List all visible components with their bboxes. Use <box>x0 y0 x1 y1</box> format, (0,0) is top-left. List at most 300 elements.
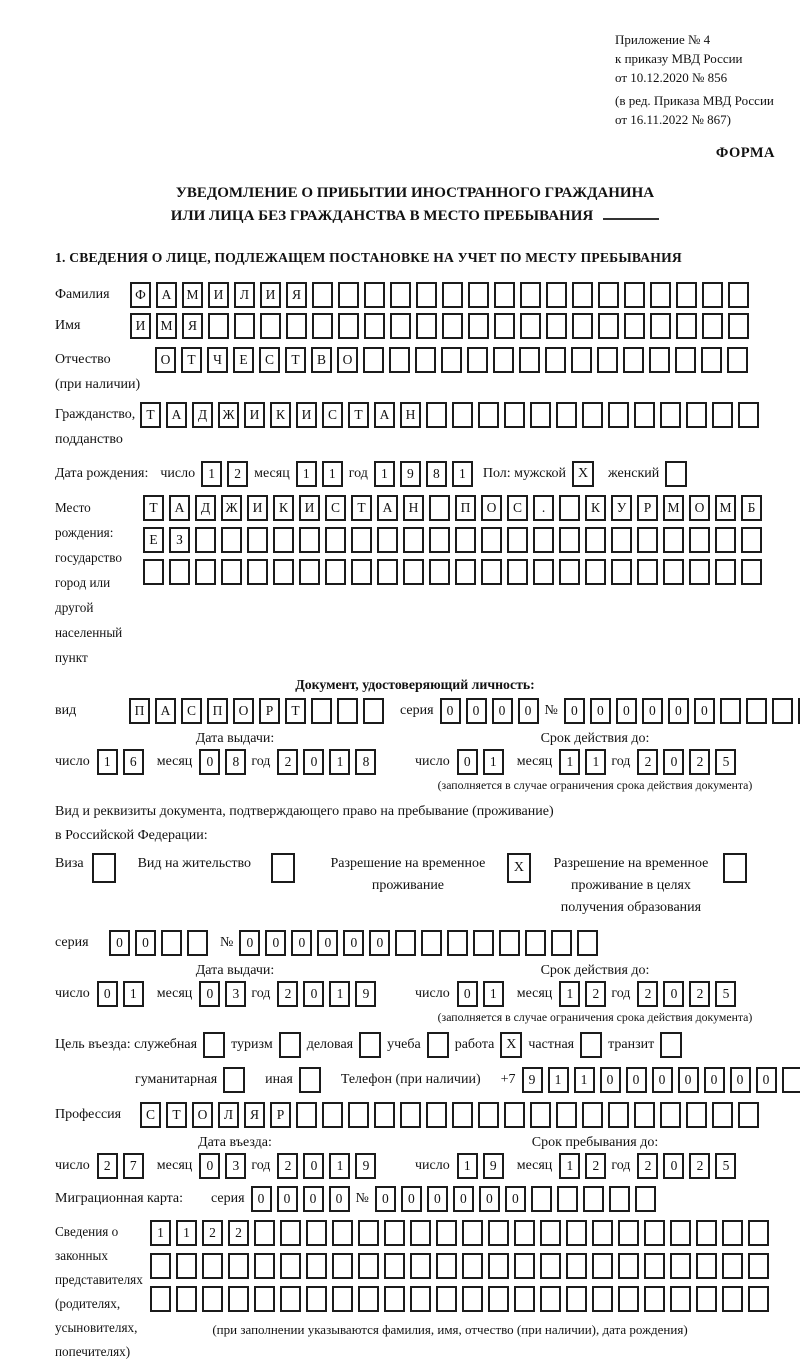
char-cell[interactable] <box>585 527 606 553</box>
char-cell[interactable] <box>332 1286 353 1312</box>
char-cell[interactable] <box>676 282 697 308</box>
char-cell[interactable]: 0 <box>616 698 637 724</box>
char-cell[interactable] <box>514 1253 535 1279</box>
char-cell[interactable]: Ф <box>130 282 151 308</box>
char-cell[interactable] <box>273 559 294 585</box>
char-cell[interactable]: 2 <box>277 981 298 1007</box>
char-cell[interactable]: 0 <box>505 1186 526 1212</box>
char-cell[interactable]: У <box>611 495 632 521</box>
char-cell[interactable] <box>624 313 645 339</box>
char-cell[interactable] <box>306 1286 327 1312</box>
char-cell[interactable]: 1 <box>374 461 395 487</box>
char-cell[interactable]: 0 <box>317 930 338 956</box>
char-cell[interactable] <box>254 1253 275 1279</box>
char-cell[interactable] <box>540 1286 561 1312</box>
char-cell[interactable] <box>247 527 268 553</box>
char-cell[interactable] <box>462 1220 483 1246</box>
char-cell[interactable] <box>426 1102 447 1128</box>
char-cell[interactable] <box>546 313 567 339</box>
char-cell[interactable]: М <box>182 282 203 308</box>
char-cell[interactable]: 0 <box>626 1067 647 1093</box>
char-cell[interactable]: 0 <box>663 981 684 1007</box>
char-cell[interactable] <box>572 313 593 339</box>
char-cell[interactable] <box>358 1220 379 1246</box>
checkbox-visa[interactable] <box>92 853 116 883</box>
char-cell[interactable]: Л <box>218 1102 239 1128</box>
char-cell[interactable] <box>598 313 619 339</box>
char-cell[interactable]: 0 <box>518 698 539 724</box>
char-cell[interactable]: 5 <box>715 1153 736 1179</box>
char-cell[interactable] <box>670 1220 691 1246</box>
char-cell[interactable]: Т <box>285 698 306 724</box>
char-cell[interactable] <box>377 559 398 585</box>
char-cell[interactable]: К <box>585 495 606 521</box>
char-cell[interactable]: 0 <box>453 1186 474 1212</box>
char-cell[interactable]: М <box>663 495 684 521</box>
char-cell[interactable]: С <box>140 1102 161 1128</box>
char-cell[interactable] <box>228 1253 249 1279</box>
char-cell[interactable] <box>247 559 268 585</box>
char-cell[interactable]: 0 <box>303 1186 324 1212</box>
char-cell[interactable]: О <box>192 1102 213 1128</box>
char-cell[interactable] <box>540 1220 561 1246</box>
char-cell[interactable]: Т <box>285 347 306 373</box>
char-cell[interactable] <box>478 1102 499 1128</box>
char-cell[interactable] <box>377 527 398 553</box>
checkbox-business[interactable] <box>359 1032 381 1058</box>
char-cell[interactable] <box>176 1286 197 1312</box>
char-cell[interactable] <box>623 347 644 373</box>
char-cell[interactable] <box>150 1253 171 1279</box>
char-cell[interactable]: Б <box>741 495 762 521</box>
char-cell[interactable]: Я <box>286 282 307 308</box>
char-cell[interactable] <box>462 1253 483 1279</box>
char-cell[interactable] <box>311 698 332 724</box>
char-cell[interactable]: А <box>169 495 190 521</box>
char-cell[interactable]: 2 <box>277 1153 298 1179</box>
char-cell[interactable] <box>507 527 528 553</box>
char-cell[interactable]: 2 <box>585 1153 606 1179</box>
char-cell[interactable]: 2 <box>202 1220 223 1246</box>
char-cell[interactable] <box>332 1253 353 1279</box>
char-cell[interactable]: 2 <box>227 461 248 487</box>
char-cell[interactable] <box>585 559 606 585</box>
checkbox-transit[interactable] <box>660 1032 682 1058</box>
char-cell[interactable]: 0 <box>668 698 689 724</box>
char-cell[interactable] <box>478 402 499 428</box>
char-cell[interactable] <box>296 1102 317 1128</box>
char-cell[interactable]: С <box>325 495 346 521</box>
char-cell[interactable] <box>696 1253 717 1279</box>
char-cell[interactable] <box>559 527 580 553</box>
char-cell[interactable]: 0 <box>663 1153 684 1179</box>
char-cell[interactable] <box>494 282 515 308</box>
char-cell[interactable] <box>649 347 670 373</box>
char-cell[interactable]: Р <box>259 698 280 724</box>
char-cell[interactable]: 0 <box>375 1186 396 1212</box>
char-cell[interactable] <box>493 347 514 373</box>
char-cell[interactable] <box>556 402 577 428</box>
char-cell[interactable] <box>410 1220 431 1246</box>
char-cell[interactable] <box>260 313 281 339</box>
char-cell[interactable] <box>504 1102 525 1128</box>
char-cell[interactable]: 0 <box>457 749 478 775</box>
char-cell[interactable] <box>351 559 372 585</box>
char-cell[interactable]: 3 <box>225 981 246 1007</box>
char-cell[interactable] <box>363 698 384 724</box>
char-cell[interactable] <box>254 1286 275 1312</box>
char-cell[interactable] <box>624 282 645 308</box>
char-cell[interactable]: П <box>207 698 228 724</box>
char-cell[interactable] <box>571 347 592 373</box>
char-cell[interactable] <box>306 1220 327 1246</box>
char-cell[interactable] <box>195 559 216 585</box>
char-cell[interactable]: 8 <box>225 749 246 775</box>
char-cell[interactable]: 1 <box>452 461 473 487</box>
char-cell[interactable] <box>514 1220 535 1246</box>
char-cell[interactable]: 0 <box>401 1186 422 1212</box>
char-cell[interactable] <box>728 313 749 339</box>
char-cell[interactable] <box>254 1220 275 1246</box>
char-cell[interactable]: Т <box>143 495 164 521</box>
char-cell[interactable]: 0 <box>600 1067 621 1093</box>
char-cell[interactable] <box>312 313 333 339</box>
char-cell[interactable] <box>358 1286 379 1312</box>
char-cell[interactable]: 0 <box>97 981 118 1007</box>
char-cell[interactable] <box>675 347 696 373</box>
char-cell[interactable]: И <box>244 402 265 428</box>
char-cell[interactable]: 1 <box>559 1153 580 1179</box>
char-cell[interactable] <box>429 495 450 521</box>
char-cell[interactable]: 0 <box>277 1186 298 1212</box>
char-cell[interactable] <box>462 1286 483 1312</box>
checkbox-temp-residence-edu[interactable] <box>723 853 747 883</box>
char-cell[interactable] <box>273 527 294 553</box>
char-cell[interactable] <box>782 1067 800 1093</box>
char-cell[interactable] <box>598 282 619 308</box>
char-cell[interactable] <box>452 402 473 428</box>
char-cell[interactable]: 0 <box>303 981 324 1007</box>
char-cell[interactable]: Н <box>403 495 424 521</box>
checkbox-official[interactable] <box>203 1032 225 1058</box>
char-cell[interactable]: 0 <box>564 698 585 724</box>
char-cell[interactable] <box>520 282 541 308</box>
char-cell[interactable] <box>150 1286 171 1312</box>
char-cell[interactable]: 0 <box>492 698 513 724</box>
char-cell[interactable] <box>416 282 437 308</box>
char-cell[interactable] <box>727 347 748 373</box>
char-cell[interactable] <box>494 313 515 339</box>
char-cell[interactable]: 3 <box>225 1153 246 1179</box>
char-cell[interactable] <box>696 1286 717 1312</box>
char-cell[interactable]: Р <box>270 1102 291 1128</box>
char-cell[interactable] <box>634 1102 655 1128</box>
char-cell[interactable]: 0 <box>694 698 715 724</box>
char-cell[interactable] <box>447 930 468 956</box>
char-cell[interactable] <box>557 1186 578 1212</box>
char-cell[interactable] <box>722 1220 743 1246</box>
char-cell[interactable] <box>728 282 749 308</box>
char-cell[interactable]: Л <box>234 282 255 308</box>
char-cell[interactable]: 0 <box>109 930 130 956</box>
char-cell[interactable] <box>582 1102 603 1128</box>
char-cell[interactable]: 0 <box>663 749 684 775</box>
char-cell[interactable]: А <box>166 402 187 428</box>
char-cell[interactable] <box>488 1286 509 1312</box>
char-cell[interactable]: А <box>374 402 395 428</box>
char-cell[interactable] <box>488 1253 509 1279</box>
char-cell[interactable]: 2 <box>585 981 606 1007</box>
char-cell[interactable] <box>187 930 208 956</box>
char-cell[interactable]: 1 <box>457 1153 478 1179</box>
char-cell[interactable] <box>299 527 320 553</box>
char-cell[interactable] <box>608 1102 629 1128</box>
char-cell[interactable]: И <box>296 402 317 428</box>
char-cell[interactable]: Т <box>166 1102 187 1128</box>
char-cell[interactable] <box>395 930 416 956</box>
char-cell[interactable] <box>592 1220 613 1246</box>
char-cell[interactable]: 0 <box>479 1186 500 1212</box>
char-cell[interactable] <box>384 1286 405 1312</box>
char-cell[interactable] <box>429 559 450 585</box>
char-cell[interactable]: 0 <box>427 1186 448 1212</box>
char-cell[interactable] <box>208 313 229 339</box>
char-cell[interactable] <box>436 1253 457 1279</box>
char-cell[interactable] <box>618 1220 639 1246</box>
char-cell[interactable] <box>299 559 320 585</box>
char-cell[interactable] <box>618 1286 639 1312</box>
char-cell[interactable] <box>143 559 164 585</box>
char-cell[interactable] <box>221 559 242 585</box>
char-cell[interactable] <box>634 402 655 428</box>
char-cell[interactable] <box>644 1253 665 1279</box>
char-cell[interactable] <box>325 559 346 585</box>
char-cell[interactable]: 0 <box>457 981 478 1007</box>
char-cell[interactable] <box>670 1286 691 1312</box>
char-cell[interactable] <box>525 930 546 956</box>
char-cell[interactable]: 0 <box>466 698 487 724</box>
char-cell[interactable] <box>364 313 385 339</box>
char-cell[interactable] <box>452 1102 473 1128</box>
char-cell[interactable]: 7 <box>123 1153 144 1179</box>
char-cell[interactable]: И <box>260 282 281 308</box>
char-cell[interactable] <box>551 930 572 956</box>
char-cell[interactable]: З <box>169 527 190 553</box>
char-cell[interactable]: И <box>208 282 229 308</box>
char-cell[interactable]: П <box>129 698 150 724</box>
char-cell[interactable]: 5 <box>715 981 736 1007</box>
char-cell[interactable] <box>720 698 741 724</box>
char-cell[interactable] <box>455 527 476 553</box>
char-cell[interactable] <box>384 1220 405 1246</box>
char-cell[interactable] <box>202 1286 223 1312</box>
char-cell[interactable] <box>637 559 658 585</box>
char-cell[interactable] <box>436 1286 457 1312</box>
char-cell[interactable] <box>597 347 618 373</box>
char-cell[interactable]: А <box>155 698 176 724</box>
char-cell[interactable] <box>384 1253 405 1279</box>
char-cell[interactable] <box>663 527 684 553</box>
char-cell[interactable] <box>442 313 463 339</box>
char-cell[interactable] <box>442 282 463 308</box>
char-cell[interactable] <box>611 527 632 553</box>
char-cell[interactable] <box>234 313 255 339</box>
char-cell[interactable] <box>363 347 384 373</box>
char-cell[interactable]: 0 <box>251 1186 272 1212</box>
char-cell[interactable] <box>566 1220 587 1246</box>
char-cell[interactable] <box>280 1286 301 1312</box>
char-cell[interactable] <box>403 527 424 553</box>
char-cell[interactable]: 1 <box>296 461 317 487</box>
checkbox-study[interactable] <box>427 1032 449 1058</box>
char-cell[interactable]: 0 <box>329 1186 350 1212</box>
char-cell[interactable]: О <box>155 347 176 373</box>
char-cell[interactable] <box>499 930 520 956</box>
char-cell[interactable]: И <box>299 495 320 521</box>
char-cell[interactable] <box>583 1186 604 1212</box>
char-cell[interactable]: Т <box>181 347 202 373</box>
char-cell[interactable] <box>715 527 736 553</box>
char-cell[interactable]: 0 <box>135 930 156 956</box>
char-cell[interactable]: А <box>156 282 177 308</box>
char-cell[interactable] <box>202 1253 223 1279</box>
char-cell[interactable] <box>332 1220 353 1246</box>
char-cell[interactable] <box>530 1102 551 1128</box>
char-cell[interactable]: С <box>181 698 202 724</box>
char-cell[interactable] <box>507 559 528 585</box>
char-cell[interactable] <box>400 1102 421 1128</box>
char-cell[interactable]: 0 <box>199 749 220 775</box>
char-cell[interactable]: 0 <box>590 698 611 724</box>
char-cell[interactable] <box>176 1253 197 1279</box>
char-cell[interactable] <box>322 1102 343 1128</box>
char-cell[interactable] <box>738 1102 759 1128</box>
char-cell[interactable] <box>689 527 710 553</box>
char-cell[interactable] <box>228 1286 249 1312</box>
char-cell[interactable] <box>572 282 593 308</box>
char-cell[interactable] <box>556 1102 577 1128</box>
char-cell[interactable]: 0 <box>440 698 461 724</box>
char-cell[interactable] <box>337 698 358 724</box>
char-cell[interactable] <box>389 347 410 373</box>
checkbox-private[interactable] <box>580 1032 602 1058</box>
char-cell[interactable] <box>582 402 603 428</box>
char-cell[interactable] <box>702 282 723 308</box>
char-cell[interactable]: 1 <box>329 981 350 1007</box>
char-cell[interactable] <box>738 402 759 428</box>
char-cell[interactable] <box>670 1253 691 1279</box>
char-cell[interactable]: 9 <box>355 981 376 1007</box>
checkbox-residence-permit[interactable] <box>271 853 295 883</box>
char-cell[interactable]: О <box>689 495 710 521</box>
char-cell[interactable] <box>473 930 494 956</box>
char-cell[interactable]: 9 <box>400 461 421 487</box>
checkbox-tourism[interactable] <box>279 1032 301 1058</box>
checkbox-work[interactable]: X <box>500 1032 522 1058</box>
char-cell[interactable]: 0 <box>756 1067 777 1093</box>
char-cell[interactable] <box>514 1286 535 1312</box>
char-cell[interactable] <box>421 930 442 956</box>
char-cell[interactable] <box>468 313 489 339</box>
char-cell[interactable]: 2 <box>689 1153 710 1179</box>
char-cell[interactable]: 0 <box>265 930 286 956</box>
char-cell[interactable] <box>530 402 551 428</box>
char-cell[interactable] <box>481 559 502 585</box>
char-cell[interactable]: 0 <box>704 1067 725 1093</box>
char-cell[interactable] <box>637 527 658 553</box>
char-cell[interactable]: А <box>377 495 398 521</box>
char-cell[interactable] <box>161 930 182 956</box>
char-cell[interactable]: 0 <box>642 698 663 724</box>
char-cell[interactable] <box>715 559 736 585</box>
char-cell[interactable]: 0 <box>199 1153 220 1179</box>
char-cell[interactable]: 2 <box>637 749 658 775</box>
char-cell[interactable] <box>545 347 566 373</box>
char-cell[interactable] <box>635 1186 656 1212</box>
char-cell[interactable]: 1 <box>97 749 118 775</box>
char-cell[interactable]: Д <box>192 402 213 428</box>
checkbox-male[interactable]: X <box>572 461 594 487</box>
char-cell[interactable]: 0 <box>303 1153 324 1179</box>
char-cell[interactable]: К <box>270 402 291 428</box>
char-cell[interactable] <box>280 1253 301 1279</box>
char-cell[interactable]: 1 <box>329 749 350 775</box>
char-cell[interactable]: Ж <box>218 402 239 428</box>
char-cell[interactable]: М <box>156 313 177 339</box>
char-cell[interactable]: 1 <box>585 749 606 775</box>
char-cell[interactable] <box>650 282 671 308</box>
char-cell[interactable]: Я <box>182 313 203 339</box>
char-cell[interactable]: 0 <box>291 930 312 956</box>
char-cell[interactable] <box>540 1253 561 1279</box>
char-cell[interactable] <box>519 347 540 373</box>
char-cell[interactable]: Т <box>140 402 161 428</box>
char-cell[interactable] <box>559 559 580 585</box>
char-cell[interactable]: В <box>311 347 332 373</box>
char-cell[interactable]: 0 <box>652 1067 673 1093</box>
char-cell[interactable]: 9 <box>355 1153 376 1179</box>
char-cell[interactable]: 9 <box>522 1067 543 1093</box>
char-cell[interactable]: Ч <box>207 347 228 373</box>
char-cell[interactable] <box>676 313 697 339</box>
char-cell[interactable]: 9 <box>483 1153 504 1179</box>
char-cell[interactable]: 0 <box>730 1067 751 1093</box>
char-cell[interactable] <box>390 282 411 308</box>
char-cell[interactable] <box>712 402 733 428</box>
char-cell[interactable] <box>644 1286 665 1312</box>
char-cell[interactable] <box>467 347 488 373</box>
char-cell[interactable] <box>748 1286 769 1312</box>
char-cell[interactable] <box>660 402 681 428</box>
char-cell[interactable] <box>280 1220 301 1246</box>
char-cell[interactable] <box>351 527 372 553</box>
char-cell[interactable] <box>410 1253 431 1279</box>
char-cell[interactable] <box>772 698 793 724</box>
char-cell[interactable]: 2 <box>228 1220 249 1246</box>
char-cell[interactable] <box>390 313 411 339</box>
char-cell[interactable]: 0 <box>369 930 390 956</box>
char-cell[interactable] <box>221 527 242 553</box>
char-cell[interactable]: Е <box>143 527 164 553</box>
char-cell[interactable] <box>348 1102 369 1128</box>
char-cell[interactable] <box>592 1286 613 1312</box>
char-cell[interactable] <box>488 1220 509 1246</box>
char-cell[interactable] <box>592 1253 613 1279</box>
checkbox-temp-residence[interactable]: X <box>507 853 531 883</box>
char-cell[interactable]: 8 <box>355 749 376 775</box>
char-cell[interactable] <box>533 559 554 585</box>
char-cell[interactable] <box>722 1286 743 1312</box>
